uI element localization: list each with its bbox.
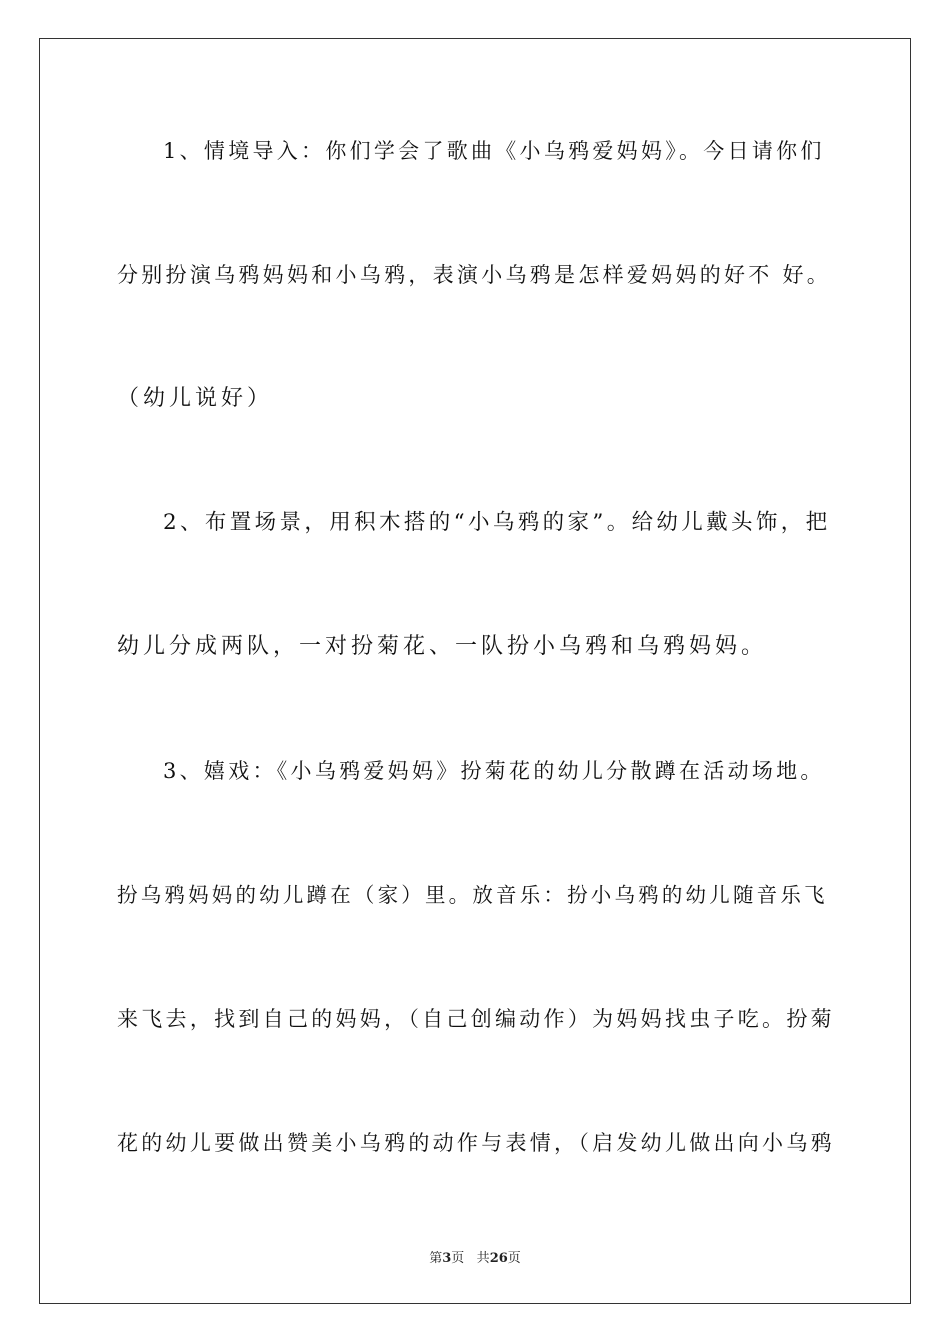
paragraph-line-7: 扮乌鸦妈妈的幼儿蹲在（家）里。放音乐：扮小乌鸦的幼儿随音乐飞: [117, 883, 828, 907]
paragraph-line-6: 3、嬉戏：《小乌鸦爱妈妈》扮菊花的幼儿分散蹲在活动场地。: [163, 759, 825, 783]
document-body: [117, 131, 837, 1247]
footer-total-suffix: 页: [507, 1251, 521, 1266]
footer-page-number: 3: [442, 1251, 452, 1266]
paragraph-line-2: 分别扮演乌鸦妈妈和小乌鸦，表演小乌鸦是怎样爱妈妈的好不 好。: [117, 263, 832, 287]
page-footer: [0, 1247, 950, 1266]
footer-total-pages: 26: [489, 1251, 508, 1266]
paragraph-line-3: （幼儿说好）: [117, 386, 274, 411]
footer-page-suffix: 页: [451, 1251, 465, 1266]
paragraph-line-9: 花的幼儿要做出赞美小乌鸦的动作与表情，（启发幼儿做出向小乌鸦: [117, 1131, 835, 1155]
paragraph-line-8: 来飞去，找到自己的妈妈，（自己创编动作）为妈妈找虫子吃。扮菊: [117, 1007, 835, 1031]
paragraph-line-1: 1、情境导入：你们学会了歌曲《小乌鸦爱妈妈》。今日请你们: [163, 139, 825, 163]
footer-page-prefix: 第: [429, 1251, 443, 1266]
footer-total-prefix: 共: [476, 1251, 490, 1266]
paragraph-line-4: 2、布置场景，用积木搭的“小乌鸦的家”。给幼儿戴头饰，把: [163, 510, 831, 535]
paragraph-line-5: 幼儿分成两队，一对扮菊花、一队扮小乌鸦和乌鸦妈妈。: [117, 634, 768, 659]
